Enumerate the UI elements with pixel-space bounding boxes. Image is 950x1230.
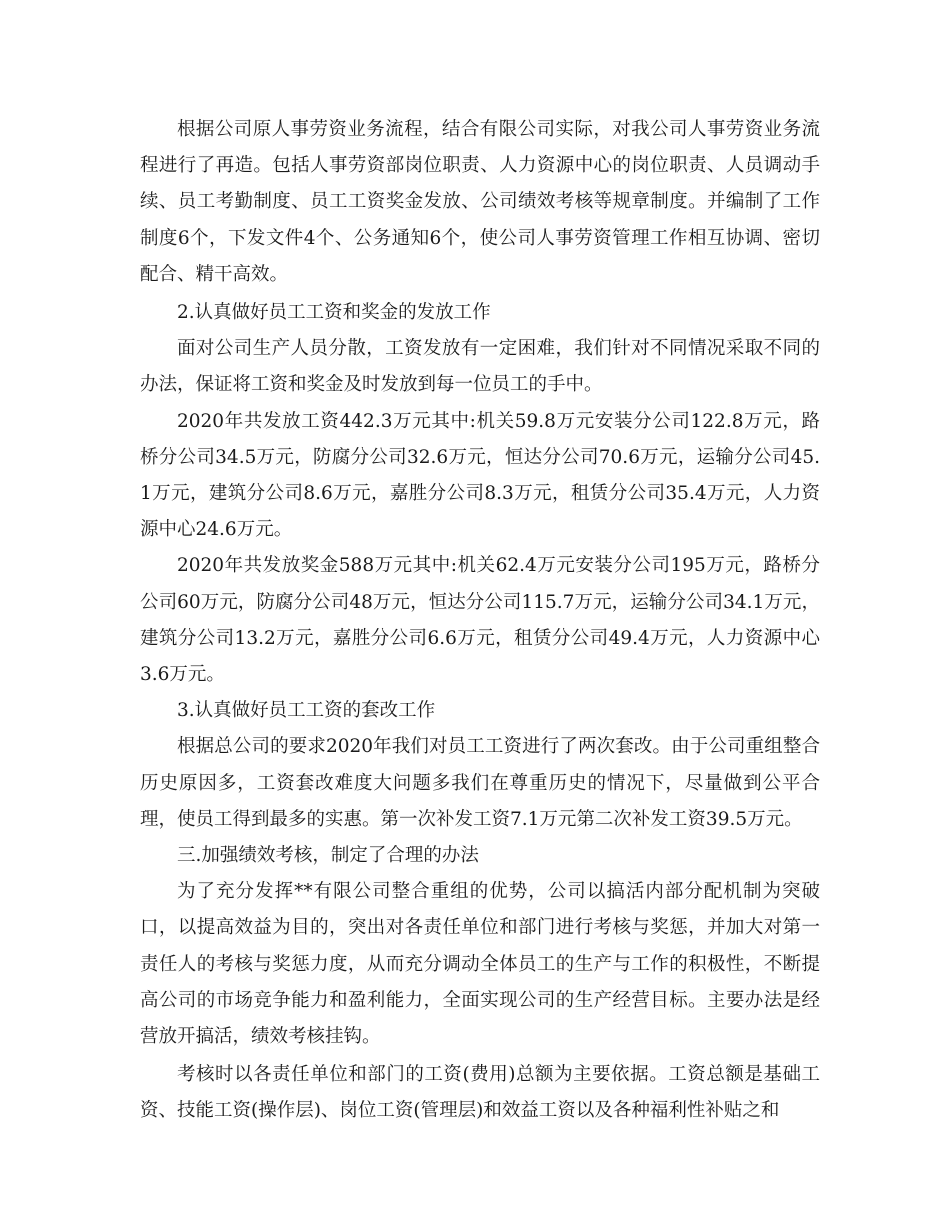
heading-performance-assessment: 三.加强绩效考核，制定了合理的办法 xyxy=(177,845,479,867)
heading-salary-reform: 3.认真做好员工工资的套改工作 xyxy=(177,700,436,722)
paragraph-process-reengineering: 根据公司原人事劳资业务流程，结合有限公司实际，对我公司人事劳资业务流程进行了再造。包括人事劳资部岗位职责、人力资源中心的岗位职责、人员调动手续、员工考勤制度、员工工资奖金发放、公司绩效考核等规章制度。并编制了工作制度6个，下发文件4个、公务通知6个，使公司人事劳资管理工作相互协调、密切配合、精干高效。 xyxy=(140,119,820,285)
paragraph-performance-goals: 为了充分发挥**有限公司整合重组的优势，公司以搞活内部分配机制为突破口，以提高效益为目的，突出对各责任单位和部门进行考核与奖惩，并加大对第一责任人的考核与奖惩力度，从而充分调动全体员工的生产与工作的积极性，不断提高公司的市场竞争能力和盈利能力，全面实现公司的生产经营目标。主要办法是经营放开搞活，绩效考核挂钩。 xyxy=(140,881,820,1048)
heading-salary-bonus-payment: 2.认真做好员工工资和奖金的发放工作 xyxy=(177,302,491,324)
paragraph-payment-difficulty: 面对公司生产人员分散，工资发放有一定困难，我们针对不同情况采取不同的办法，保证将工资和奖金及时发放到每一位员工的手中。 xyxy=(140,338,820,396)
paragraph-salary-reform: 根据总公司的要求2020年我们对员工工资进行了两次套改。由于公司重组整合历史原因多，工资套改难度大问题多我们在尊重历史的情况下，尽量做到公平合理，使员工得到最多的实惠。第一次补发工资7.1万元第二次补发工资39.5万元。 xyxy=(140,736,820,830)
paragraph-assessment-basis: 考核时以各责任单位和部门的工资(费用)总额为主要依据。工资总额是基础工资、技能工资(操作层)、岗位工资(管理层)和效益工资以及各种福利性补贴之和 xyxy=(140,1064,820,1122)
paragraph-salary-totals: 2020年共发放工资442.3万元其中:机关59.8万元安装分公司122.8万元，路桥分公司34.5万元，防腐分公司32.6万元，恒达分公司70.6万元，运输分公司45.1万元，建筑分公司8.6万元，嘉胜分公司8.3万元，租赁分公司35.4万元，人力资源中心24.6万元。 xyxy=(140,410,820,541)
paragraph-bonus-totals: 2020年共发放奖金588万元其中:机关62.4万元安装分公司195万元，路桥分公司60万元，防腐分公司48万元，恒达分公司115.7万元，运输分公司34.1万元，建筑分公司13.2万元，嘉胜分公司6.6万元，租赁分公司49.4万元，人力资源中心3.6万元。 xyxy=(140,555,820,686)
